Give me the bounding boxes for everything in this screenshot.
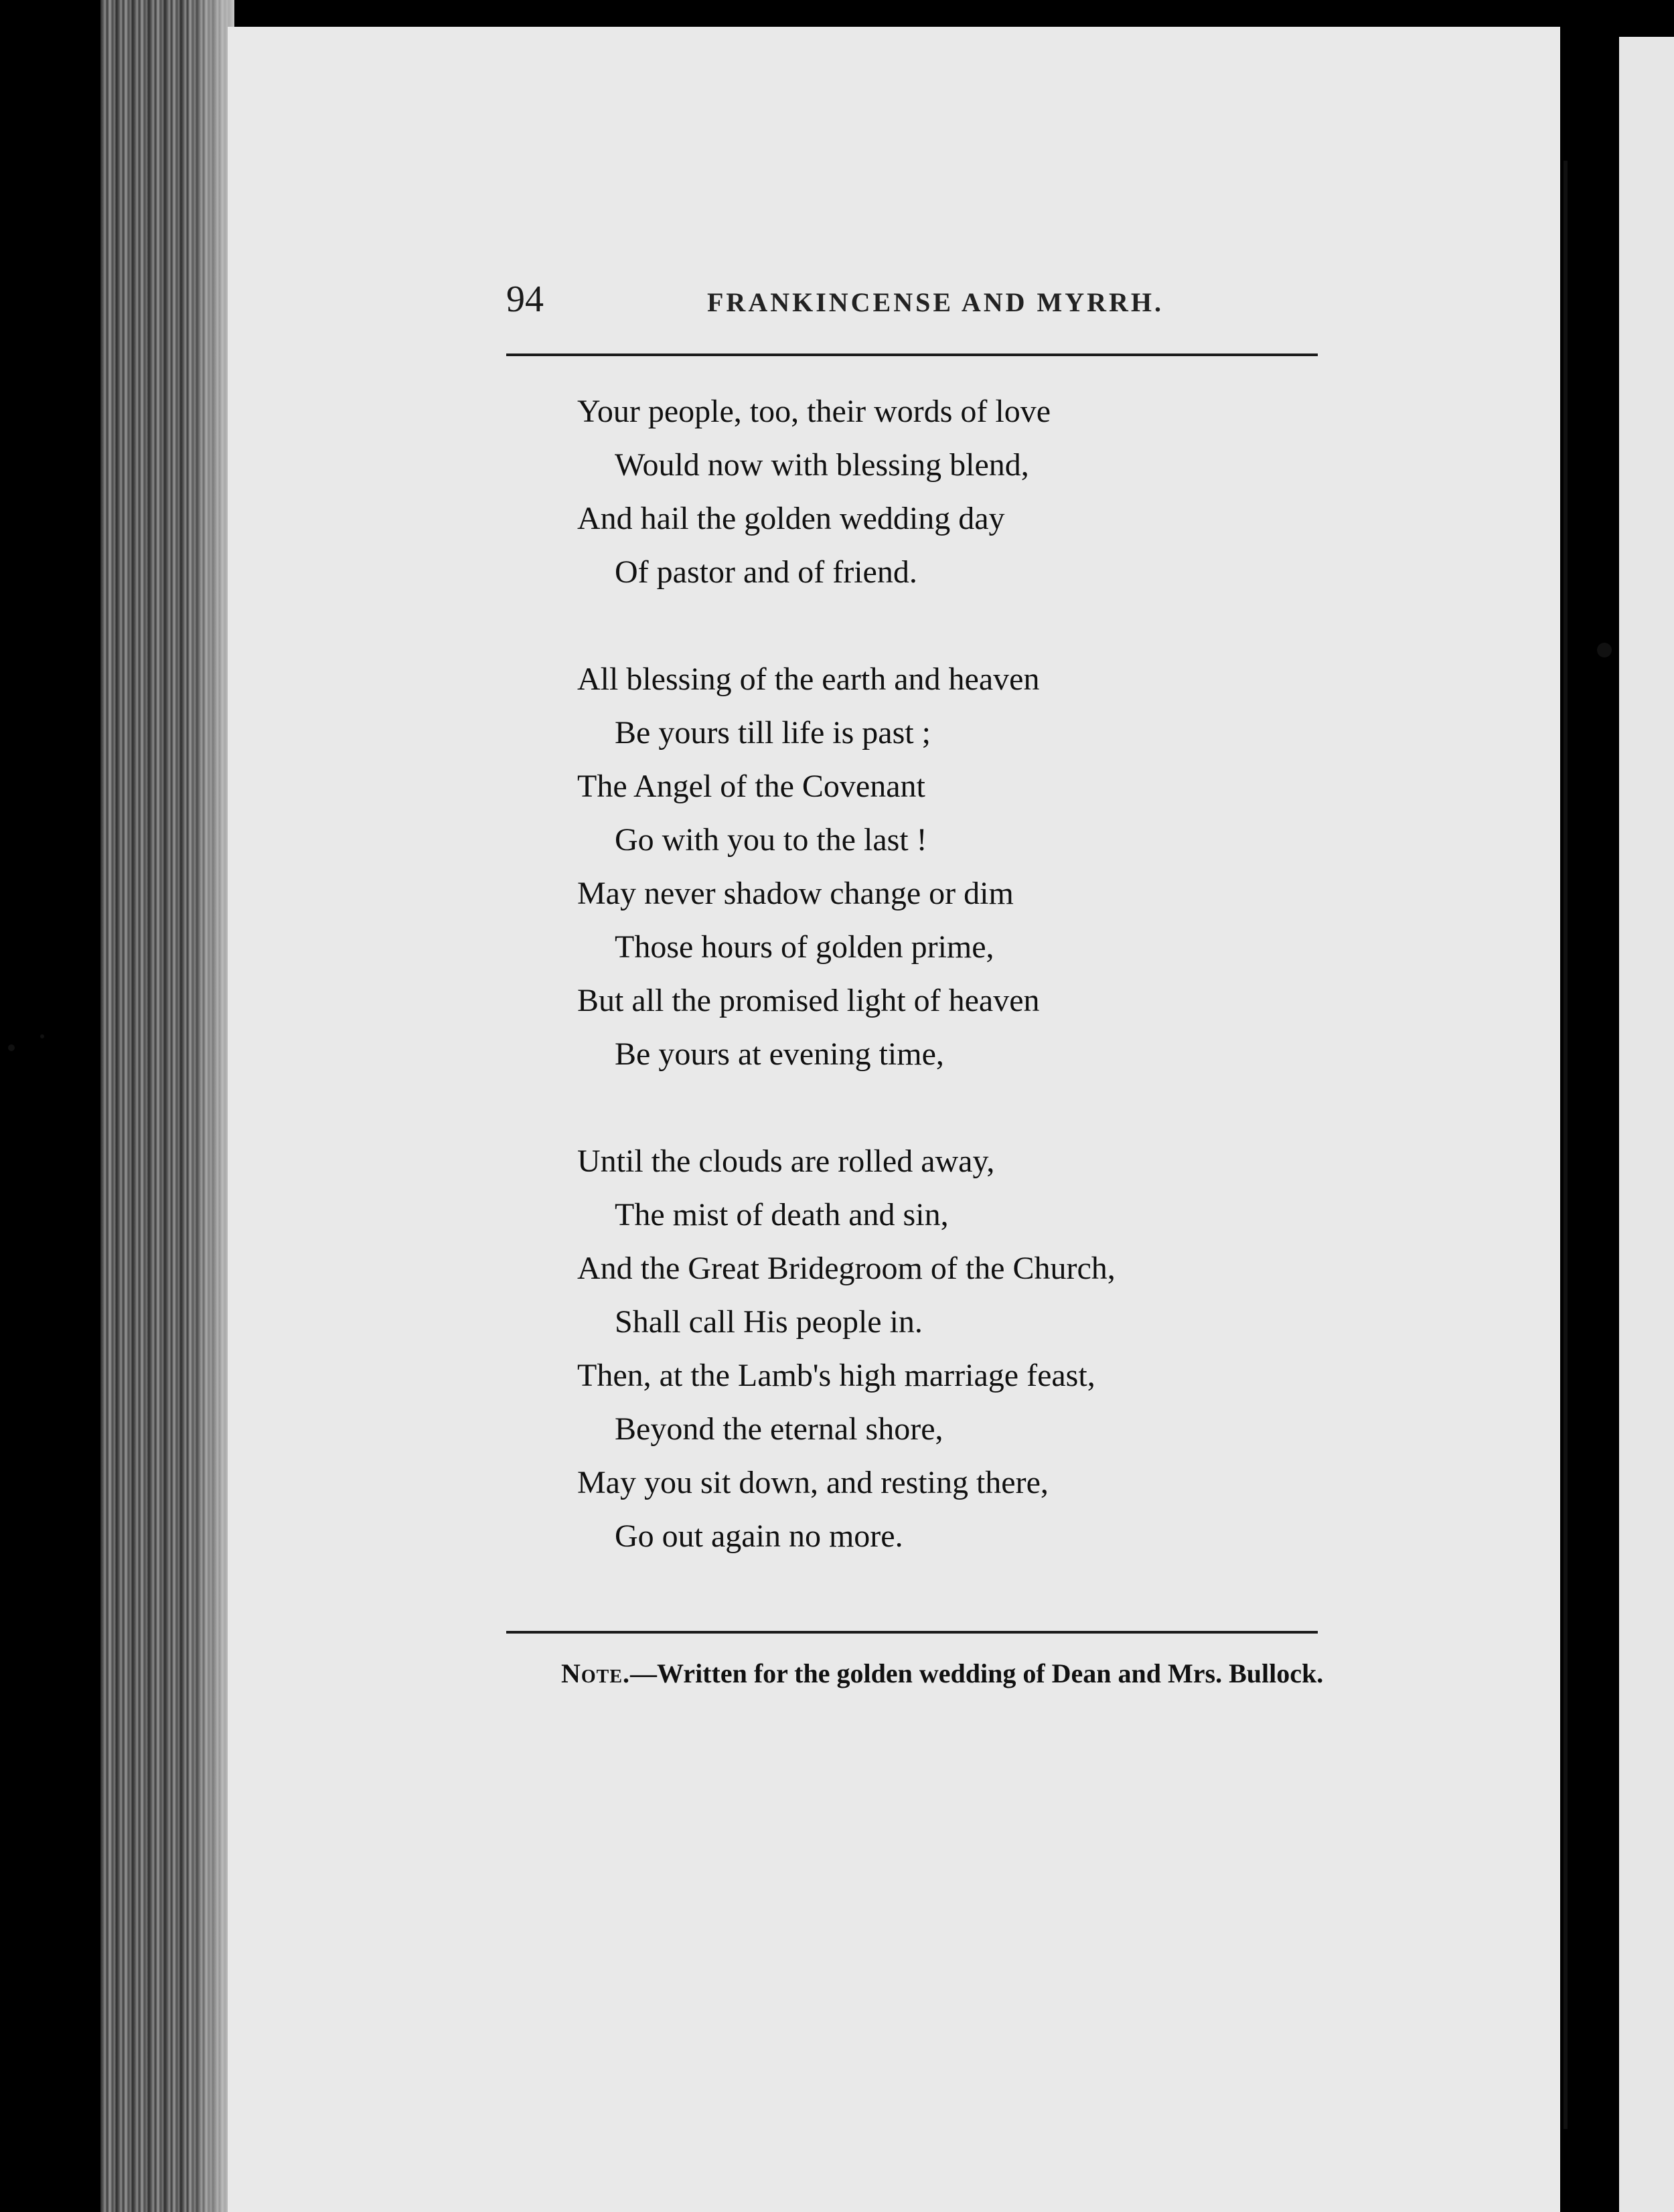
- poem-line: Beyond the eternal shore,: [615, 1411, 943, 1447]
- note-text: —Written for the golden wedding of Dean and Mrs. Bullock.: [630, 1658, 1324, 1688]
- scan-speck: [8, 1044, 15, 1051]
- poem-line: But all the promised light of heaven: [577, 983, 1040, 1018]
- poem-line: All blessing of the earth and heaven: [577, 661, 1040, 697]
- poem-line: Be yours till life is past ;: [615, 715, 931, 750]
- stanza: [577, 385, 1381, 599]
- stanza: [577, 1135, 1381, 1563]
- page-number: 94: [506, 279, 544, 320]
- stanza: [577, 653, 1381, 1081]
- poem-line: Would now with blessing blend,: [615, 447, 1029, 483]
- poem-line: And hail the golden wedding day: [577, 501, 1005, 536]
- page-binding-line: [1564, 161, 1568, 2129]
- poem-line: Of pastor and of friend.: [615, 554, 917, 590]
- next-leaf-edge: [1619, 37, 1674, 2212]
- poem-line: The mist of death and sin,: [615, 1197, 949, 1233]
- poem-line: Then, at the Lamb's high marriage feast,: [577, 1358, 1095, 1393]
- poem-line: May you sit down, and resting there,: [577, 1465, 1049, 1500]
- book-title: FRANKINCENSE AND MYRRH.: [707, 287, 1164, 317]
- poem-line: Go out again no more.: [615, 1518, 903, 1554]
- poem-line: Until the clouds are rolled away,: [577, 1143, 995, 1179]
- poem-line: Your people, too, their words of love: [577, 394, 1051, 429]
- poem-line: May never shadow change or dim: [577, 876, 1014, 911]
- poem-line: Be yours at evening time,: [615, 1036, 944, 1072]
- poem-line: Those hours of golden prime,: [615, 929, 994, 965]
- footnote: [501, 1654, 1345, 1694]
- head-rule: [506, 353, 1318, 356]
- running-head: [506, 276, 1330, 323]
- poem-line: And the Great Bridegroom of the Church,: [577, 1251, 1116, 1286]
- poem-line: Shall call His people in.: [615, 1304, 923, 1340]
- note-label: Note.: [561, 1658, 631, 1688]
- scan-speck: [40, 1034, 44, 1038]
- poem-line: Go with you to the last !: [615, 822, 927, 858]
- poem-line: The Angel of the Covenant: [577, 769, 925, 804]
- poem: [577, 385, 1381, 1617]
- scan-speck: [1597, 643, 1612, 657]
- footnote-rule: [506, 1631, 1318, 1634]
